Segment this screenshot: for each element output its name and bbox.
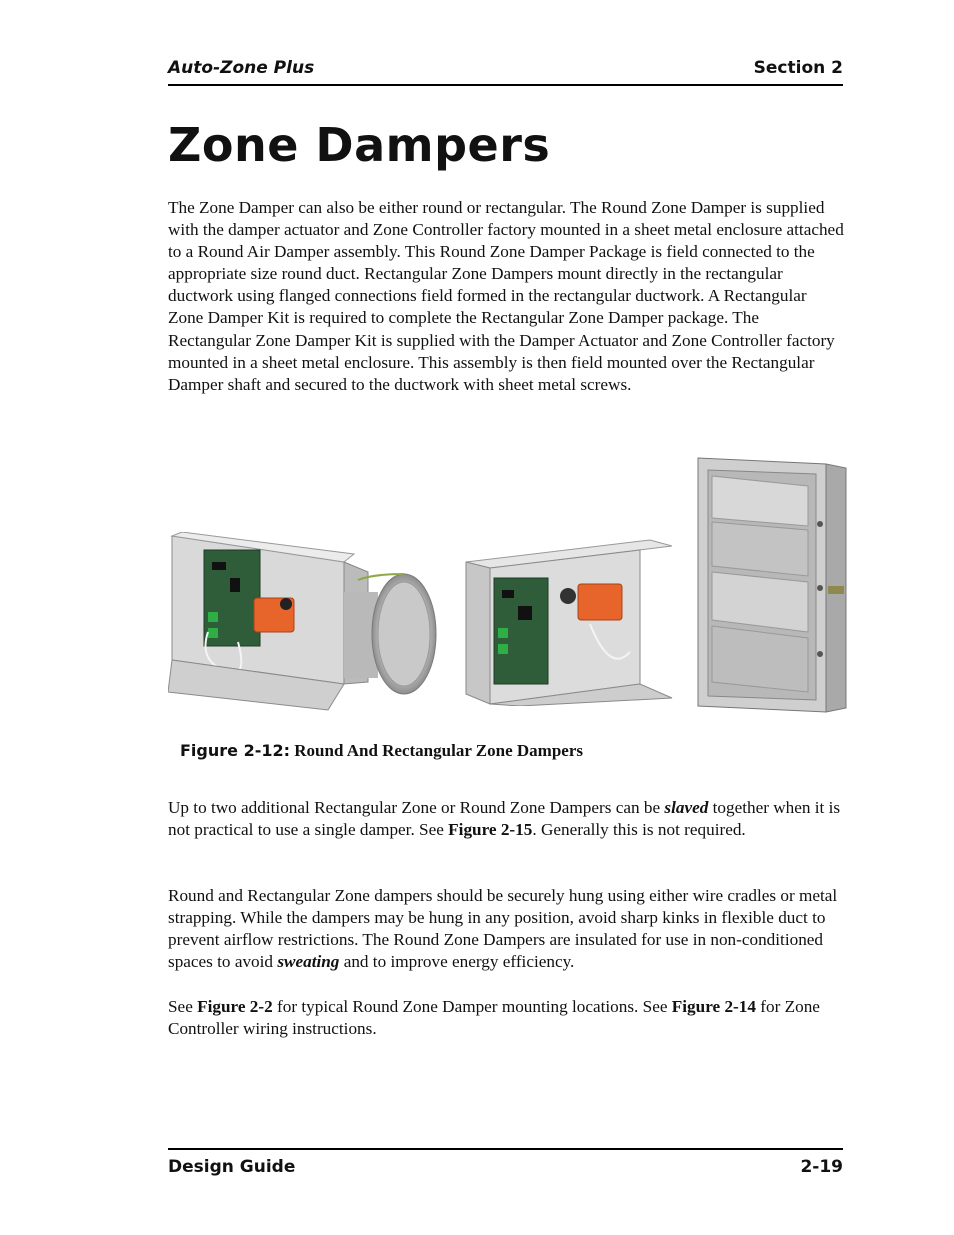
text-run: See (168, 997, 198, 1016)
text-run: for Zone Controller wiring instructions. (168, 997, 820, 1039)
header-section: Section 2 (753, 58, 843, 78)
references-paragraph (168, 996, 844, 1040)
text-run: for typical Round Zone Damper mounting locations. See (272, 997, 672, 1016)
figure-zone-dampers (168, 452, 848, 714)
round-zone-damper-image (168, 532, 438, 714)
header-title: Auto-Zone Plus (168, 58, 315, 78)
text-run: and to improve energy efficiency. (339, 952, 575, 972)
page-title: Zone Dampers (168, 118, 551, 172)
emphasis-sweating: sweating (277, 952, 340, 972)
text-run: . Generally this is not required. (532, 820, 746, 840)
rectangular-damper-kit-image (460, 534, 674, 706)
page-header (168, 58, 843, 86)
rectangular-damper-image (696, 456, 848, 714)
intro-paragraph: The Zone Damper can also be either round or rectangular. The Round Zone Damper is supplied with the damper actuator and Zone Controller factory mounted in a sheet metal enclosure attached to a Round Air Damper assembly. This Round Zone Damper Package is field connected to the appropriate size round duct. Rectangular Zone Dampers mount directly in the rectangular ductwork using flanged connections field formed in the rectangular ductwork. A Rectangular Zone Damper Kit is required to complete the Rectangular Zone Damper package. The Rectangular Zone Damper Kit is supplied with the Damper Actuator and Zone Controller factory mounted in a sheet metal enclosure. This assembly is then field mounted over the Rectangular Damper shaft and secured to the ductwork with sheet metal screws. (168, 198, 844, 394)
text-run: Up to two additional Rectangular Zone or Round Zone Dampers can be (168, 798, 665, 817)
emphasis-slaved: slaved (664, 798, 709, 817)
figure-label: Figure 2-12: (180, 741, 291, 760)
figure-reference: Figure 2-14 (671, 997, 756, 1016)
page-footer (168, 1148, 843, 1180)
hanging-paragraph (168, 885, 844, 973)
page-number: 2-19 (800, 1157, 843, 1177)
footer-title: Design Guide (168, 1157, 296, 1177)
figure-reference: Figure 2-15 (448, 820, 533, 840)
figure-caption-text: Round And Rectangular Zone Dampers (294, 741, 583, 760)
figure-reference: Figure 2-2 (197, 997, 273, 1016)
figure-caption (180, 741, 583, 761)
text-run: together when it is not practical to use a single damper. See (168, 798, 841, 840)
text-run: Round and Rectangular Zone dampers should be securely hung using either wire cradles or metal strapping. While the dampers may be hung in any position, avoid sharp kinks in flexible duct to prevent airflow restrictions. The Round Zone Dampers are insulated for use in non-conditioned spaces to avoid (168, 886, 838, 972)
slaving-paragraph (168, 797, 844, 841)
